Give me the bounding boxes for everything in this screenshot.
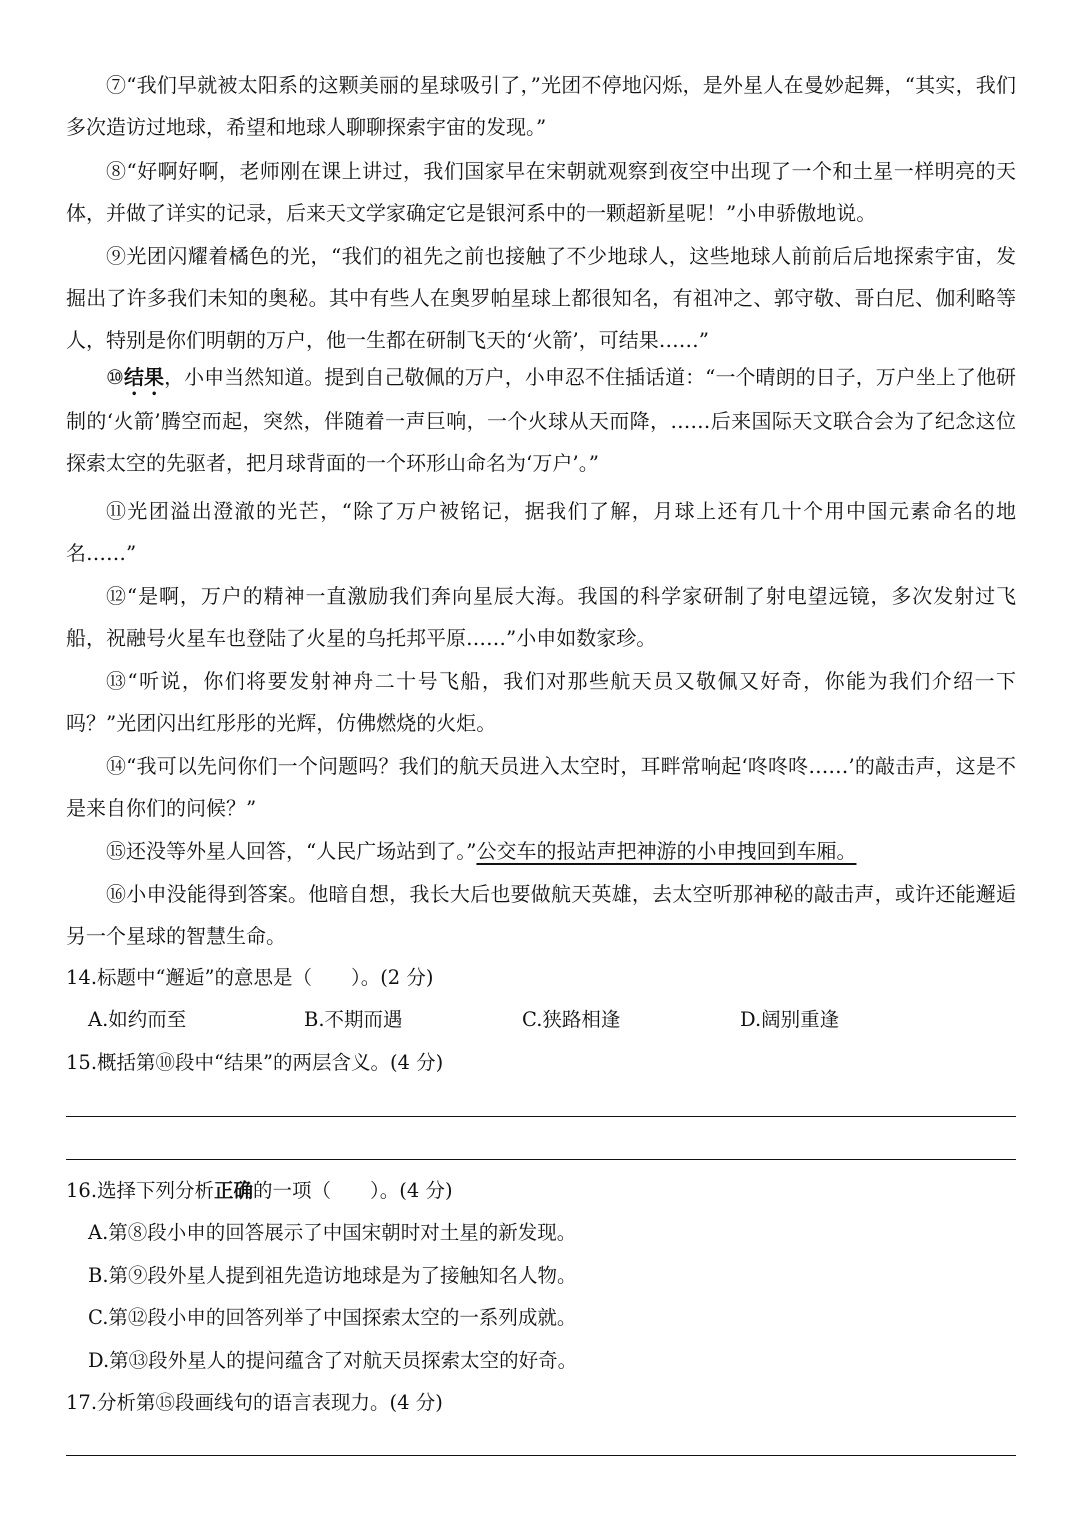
answer-line: [66, 1116, 1016, 1117]
paragraph-15-text: ⑮还没等外星人回答，“人民广场站到了。”: [106, 839, 477, 863]
paragraph-14: ⑭“我可以先问你们一个问题吗？我们的航天员进入太空时，耳畔常响起‘咚咚咚……’的敲击声，这是不是来自你们的问候？”: [66, 754, 1016, 820]
question-14: 14.标题中“邂逅”的意思是（ ）。(2 分): [66, 966, 434, 989]
q14-option-d: D.阔别重逢: [740, 1008, 840, 1031]
q16-stem-after: 的一项（ ）。(4 分): [253, 1179, 453, 1202]
paragraph-12: ⑫“是啊，万户的精神一直激励我们奔向星辰大海。我国的科学家研制了射电望远镜，多次发射过飞船，祝融号火星车也登陆了火星的乌托邦平原……”小申如数家珍。: [66, 584, 1016, 650]
paragraph-16: ⑯小申没能得到答案。他暗自想，我长大后也要做航天英雄，去太空听那神秘的敲击声，或许还能邂逅另一个星球的智慧生命。: [66, 882, 1016, 948]
paragraph-13: ⑬“听说，你们将要发射神舟二十号飞船，我们对那些航天员又敬佩又好奇，你能为我们介绍一下吗？”光团闪出红彤彤的光辉，仿佛燃烧的火炬。: [66, 669, 1016, 735]
paragraph-10: [66, 356, 1016, 484]
question-17: 17.分析第⑮段画线句的语言表现力。(4 分): [66, 1391, 443, 1414]
answer-line: [66, 1455, 1016, 1456]
paragraph-10-text: ，小申当然知道。提到自己敬佩的万户，小申忍不住插话道：“一个晴朗的日子，万户坐上了他研制的‘火箭’腾空而起，突然，伴随着一声巨响，一个火球从天而降，……后来国际天文联合会为了纪念这位探索太空的先驱者，把月球背面的一个环形山命名为‘万户’。”: [66, 365, 1017, 475]
q16-stem-before: 16.选择下列分析: [66, 1179, 215, 1202]
q16-option-a: A.第⑧段小申的回答展示了中国宋朝时对土星的新发现。: [88, 1221, 577, 1244]
paragraph-7: ⑦“我们早就被太阳系的这颗美丽的星球吸引了，”光团不停地闪烁，是外星人在曼妙起舞，“其实，我们多次造访过地球，希望和地球人聊聊探索宇宙的发现。”: [66, 73, 1016, 139]
q14-option-c: C.狭路相逢: [522, 1008, 621, 1031]
question-15: 15.概括第⑩段中“结果”的两层含义。(4 分): [66, 1051, 444, 1074]
q16-stem-emphasis: 正确: [214, 1179, 254, 1202]
paragraph-9: ⑨光团闪耀着橘色的光，“我们的祖先之前也接触了不少地球人，这些地球人前前后后地探索宇宙，发掘出了许多我们未知的奥秘。其中有些人在奥罗帕星球上都很知名，有祖冲之、郭守敬、哥白尼、伽利略等人，特别是你们明朝的万户，他一生都在研制飞天的‘火箭’，可结果……”: [66, 244, 1016, 352]
question-16: [66, 1176, 1016, 1206]
paragraph-10-number: ⑩: [106, 365, 124, 389]
underlined-sentence: 公交车的报站声把神游的小申拽回到车厢。: [476, 839, 857, 863]
q14-option-a: A.如约而至: [88, 1008, 187, 1031]
q16-option-d: D.第⑬段外星人的提问蕴含了对航天员探索太空的好奇。: [88, 1349, 578, 1372]
paragraph-8: ⑧“好啊好啊，老师刚在课上讲过，我们国家早在宋朝就观察到夜空中出现了一个和土星一样明亮的天体，并做了详实的记录，后来天文学家确定它是银河系中的一颗超新星呢！”小申骄傲地说。: [66, 159, 1016, 225]
keyword-jieguo: 结果: [123, 365, 165, 389]
q16-option-c: C.第⑫段小申的回答列举了中国探索太空的一系列成就。: [88, 1306, 577, 1329]
paragraph-11: ⑪光团溢出澄澈的光芒，“除了万户被铭记，据我们了解，月球上还有几十个用中国元素命名的地名……”: [66, 499, 1016, 565]
q14-option-b: B.不期而遇: [304, 1008, 403, 1031]
q16-option-b: B.第⑨段外星人提到祖先造访地球是为了接触知名人物。: [88, 1264, 577, 1287]
answer-line: [66, 1159, 1016, 1160]
paragraph-15: [66, 830, 1016, 872]
